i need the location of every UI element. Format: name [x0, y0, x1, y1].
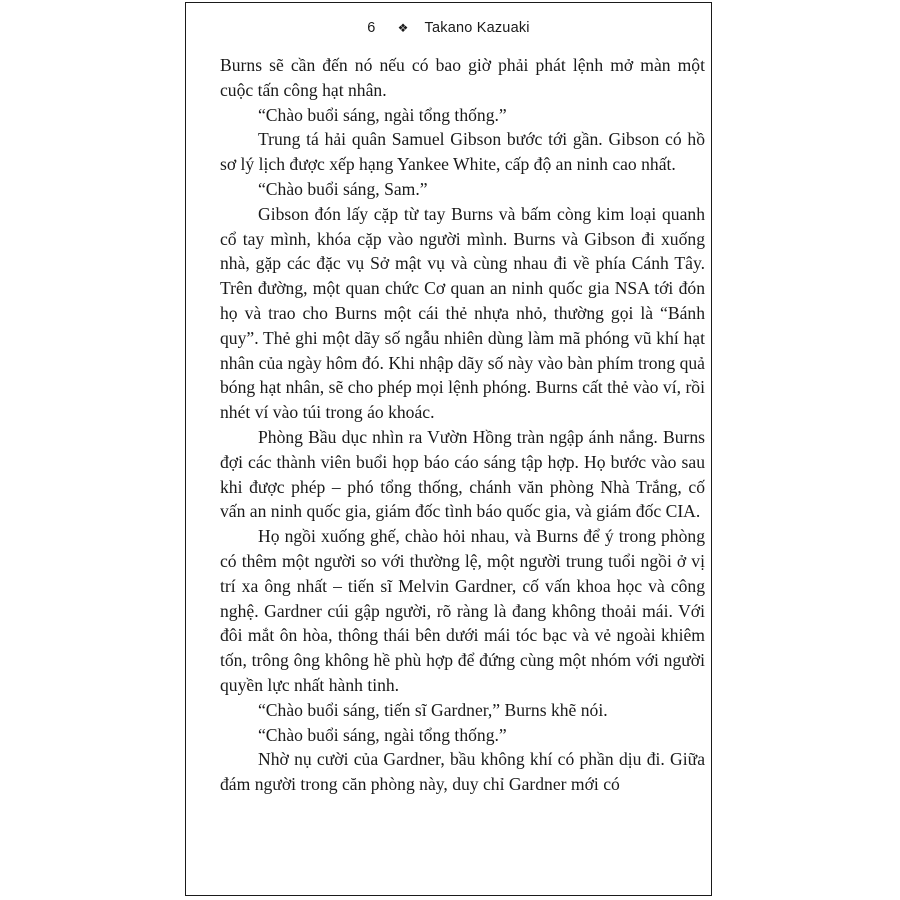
paragraph: “Chào buổi sáng, Sam.”: [258, 178, 428, 199]
paragraph: Phòng Bầu dục nhìn ra Vườn Hồng tràn ngập ánh nắng. Burns đợi các thành viên buổi họp báo cáo sáng tập hợp. Họ bước vào sau khi được phép – phó tổng thống, chánh văn phòng Nhà Trắng, cố vấn an ninh quốc gia, giám đốc tình báo quốc gia, và giám đốc CIA.: [220, 426, 705, 522]
running-header: [186, 20, 711, 36]
paragraph: Trung tá hải quân Samuel Gibson bước tới gần. Gibson có hồ sơ lý lịch được xếp hạng Yankee White, cấp độ an ninh cao nhất.: [220, 129, 705, 175]
ornament-icon: ❖: [397, 21, 409, 35]
author-name: Takano Kazuaki: [424, 20, 530, 36]
paragraph: Họ ngồi xuống ghế, chào hỏi nhau, và Burns để ý trong phòng có thêm một người so với thường lệ, một người trung tuổi ngồi ở vị trí xa ông nhất – tiến sĩ Melvin Gardner, cố vấn khoa học và công nghệ. Gardner cúi gập người, rõ ràng là đang không thoải mái. Với đôi mắt ôn hòa, thông thái bên dưới mái tóc bạc và vẻ ngoài khiêm tốn, trông ông không hề phù hợp để đứng cùng một nhóm với người quyền lực nhất hành tinh.: [220, 526, 705, 695]
paragraph: Gibson đón lấy cặp từ tay Burns và bấm còng kim loại quanh cổ tay mình, khóa cặp vào người mình. Burns và Gibson đi xuống nhà, gặp các đặc vụ Sở mật vụ và cùng nhau đi về phía Cánh Tây. Trên đường, một quan chức Cơ quan an ninh quốc gia NSA tới đón họ và trao cho Burns một cái thẻ nhựa nhỏ, thường gọi là “Bánh quy”. Thẻ ghi một dãy số ngẫu nhiên dùng làm mã phóng vũ khí hạt nhân của ngày hôm đó. Khi nhập dãy số này vào bàn phím trong quả bóng hạt nhân, sẽ cho phép mọi lệnh phóng. Burns cất thẻ vào ví, rồi nhét ví vào túi trong áo khoác.: [220, 203, 705, 423]
book-page: [185, 2, 712, 896]
paragraph: “Chào buổi sáng, ngài tổng thống.”: [258, 104, 507, 125]
page-number: 6: [367, 20, 376, 36]
paragraph: Nhờ nụ cười của Gardner, bầu không khí có phần dịu đi. Giữa đám người trong căn phòng này, duy chỉ Gardner mới có: [220, 749, 705, 795]
body-text: [220, 53, 705, 797]
paragraph: “Chào buổi sáng, ngài tổng thống.”: [258, 724, 507, 745]
paragraph: “Chào buổi sáng, tiến sĩ Gardner,” Burns khẽ nói.: [258, 699, 608, 720]
paragraph: Burns sẽ cần đến nó nếu có bao giờ phải phát lệnh mở màn một cuộc tấn công hạt nhân.: [220, 55, 705, 100]
